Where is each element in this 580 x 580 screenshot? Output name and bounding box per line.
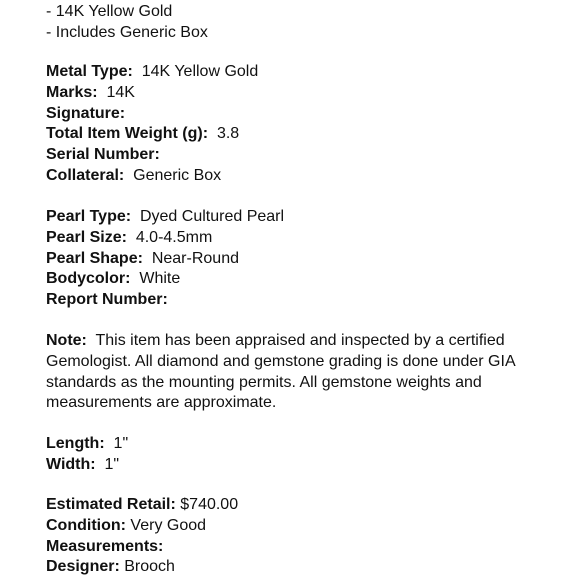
metal-specs [46,62,258,187]
spec-label: Pearl Size: [46,228,127,246]
spec-row-length [46,434,128,455]
spec-label: Measurements: [46,537,164,555]
spec-row-pearl-shape [46,249,284,270]
spec-row-bodycolor [46,269,284,290]
note-text: This item has been appraised and inspected by a certified Gemologist. All diamond and gemstone grading is done under GIA standards as the mounting permits. All gemstone weights and measurements are approximate. [46,332,515,412]
spec-value: 4.0-4.5mm [135,228,213,246]
spec-row-collateral [46,166,258,187]
spec-label: Metal Type: [46,63,133,80]
spec-label: Pearl Shape: [46,249,143,267]
note-label: Note: [46,332,87,349]
feature-item: - Includes Generic Box [46,23,208,41]
spec-row-serial-number [46,145,258,166]
dimension-specs [46,434,128,476]
spec-label: Signature: [46,104,126,122]
spec-row-report-number [46,290,284,311]
spec-value: 1" [113,435,129,452]
spec-value: Dyed Cultured Pearl [139,208,285,225]
spec-label: Total Item Weight (g): [46,125,209,143]
spec-value: White [139,270,181,288]
spec-row-total-weight [46,124,258,145]
pearl-specs [46,207,284,311]
spec-row-pearl-size [46,228,284,249]
spec-value: Brooch [124,558,175,576]
feature-item: - 14K Yellow Gold [46,3,173,20]
spec-value: 1" [104,455,120,473]
spec-row-measurements [46,537,238,558]
spec-value: Very Good [130,516,207,534]
spec-row-marks [46,83,258,104]
spec-label: Report Number: [46,291,168,309]
spec-label: Estimated Retail: [46,496,176,513]
spec-value: 14K Yellow Gold [141,63,259,80]
spec-value: $740.00 [180,496,239,513]
spec-label: Designer: [46,558,120,576]
appraisal-note [46,331,566,414]
spec-label: Serial Number: [46,146,160,164]
spec-label: Width: [46,455,96,473]
spec-row-signature [46,104,258,125]
retail-specs [46,495,238,578]
spec-label: Bodycolor: [46,270,131,288]
spec-label: Collateral: [46,166,125,184]
spec-label: Length: [46,435,105,452]
spec-value: 14K [106,83,135,101]
spec-row-designer [46,557,238,578]
spec-row-metal-type [46,62,258,83]
spec-row-width [46,455,128,476]
spec-value: 3.8 [216,125,240,143]
spec-label: Pearl Type: [46,208,132,225]
spec-row-pearl-type [46,207,284,228]
spec-label: Marks: [46,83,98,101]
spec-row-estimated-retail [46,495,238,516]
spec-value: Near-Round [151,249,239,267]
spec-label: Condition: [46,516,126,534]
feature-list [46,2,208,44]
spec-row-condition [46,516,238,537]
spec-value: Generic Box [133,166,222,184]
